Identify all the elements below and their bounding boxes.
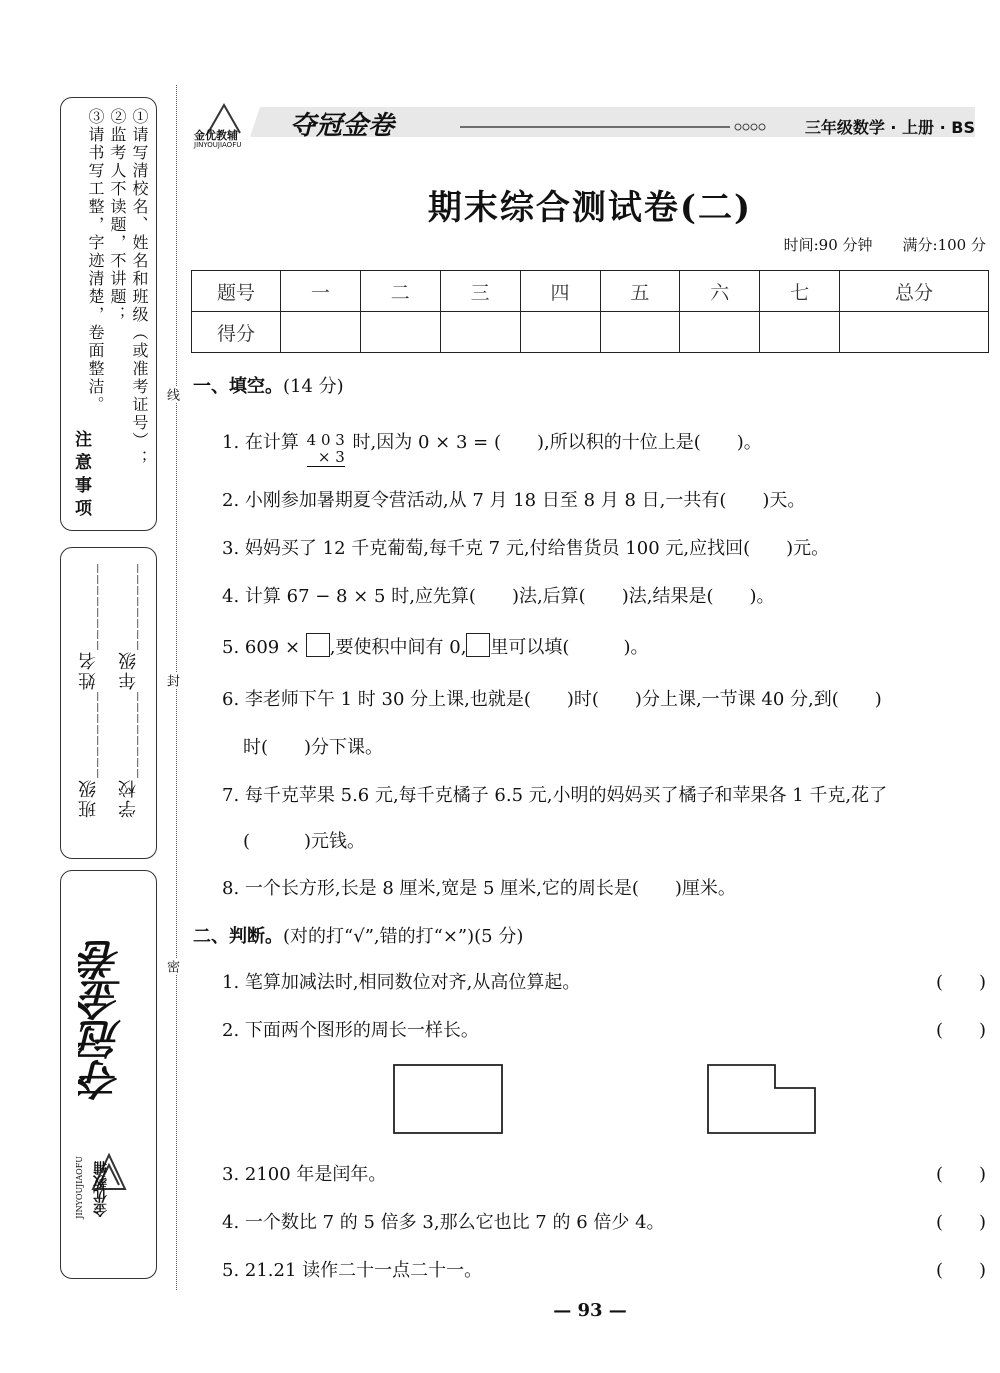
score-header-cell: 总分: [840, 271, 989, 312]
judge-answer-3[interactable]: ( ): [935, 1164, 986, 1185]
time-score-info: 时间:90 分钟 满分:100 分: [783, 236, 986, 254]
score-header-cell: 七: [760, 271, 840, 312]
notice-line-2: ②监考人不读题，不讲题；: [108, 108, 127, 324]
score-header-cell: 五: [600, 271, 680, 312]
score-cell[interactable]: [281, 312, 361, 353]
header-bar: [190, 97, 975, 149]
judge-item-5: 5. 21.21 读作二十一点二十一。: [222, 1260, 483, 1281]
judge-answer-4[interactable]: ( ): [935, 1212, 986, 1233]
margin-brand: 夺冠金卷: [78, 941, 127, 1101]
perimeter-figures: [390, 1060, 820, 1140]
margin-logo-cn: 金优教辅: [93, 1161, 109, 1217]
section1-points: (14 分): [283, 376, 344, 397]
question-1-4: 4. 计算 67 − 8 × 5 时,应先算( )法,后算( )法,结果是( )。: [222, 586, 775, 607]
score-cell[interactable]: [440, 312, 520, 353]
score-header-cell: 六: [680, 271, 760, 312]
page-title: 期末综合测试卷(二): [427, 188, 753, 228]
judge-item-1: 1. 笔算加减法时,相同数位对齐,从高位算起。: [222, 972, 581, 993]
judge-item-4: 4. 一个数比 7 的 5 倍多 3,那么它也比 7 的 6 倍少 4。: [222, 1212, 665, 1233]
margin-logo-en: JINYOUJIAOFU: [75, 1156, 84, 1219]
score-cell[interactable]: [760, 312, 840, 353]
score-table-score-row: [192, 312, 989, 353]
score-header-cell: 一: [281, 271, 361, 312]
q5-part-c: 里可以填( )。: [490, 637, 649, 658]
judge-answer-1[interactable]: ( ): [935, 972, 986, 993]
question-1-5: [222, 633, 648, 659]
brand-panel: [60, 870, 157, 1279]
q1-calc-bottom: × 3: [307, 449, 345, 467]
question-1-6-line1: 6. 李老师下午 1 时 30 分上课,也就是( )时( )分上课,一节课 40 分,到( ): [222, 689, 882, 710]
seal-char-xian: 线: [164, 388, 179, 401]
header-brand: 夺冠金卷: [290, 111, 395, 141]
judge-item-2: 2. 下面两个图形的周长一样长。: [222, 1020, 479, 1041]
score-cell[interactable]: [840, 312, 989, 353]
seal-char-feng: 封: [164, 674, 179, 687]
score-table-header-row: [192, 271, 989, 312]
student-info-panel: [60, 547, 157, 859]
q1-vertical-calc: [307, 432, 345, 467]
header-logo-cn: 金优教辅: [194, 129, 238, 142]
score-header-cell: 二: [360, 271, 440, 312]
question-1-6-line2: 时( )分下课。: [243, 737, 384, 758]
section1-title: 一、填空。: [193, 376, 283, 397]
question-1-1: [222, 428, 762, 467]
answer-box[interactable]: [306, 633, 330, 657]
score-cell[interactable]: [600, 312, 680, 353]
score-row-label: 得分: [192, 312, 281, 353]
question-1-7-line2: ( )元钱。: [243, 831, 366, 852]
score-cell[interactable]: [360, 312, 440, 353]
question-1-7-line1: 7. 每千克苹果 5.6 元,每千克橘子 6.5 元,小明的妈妈买了橘子和苹果各 1 千克,花了: [222, 785, 888, 806]
section2-heading: [193, 922, 523, 948]
score-cell[interactable]: [520, 312, 600, 353]
judge-item-3: 3. 2100 年是闰年。: [222, 1164, 387, 1185]
notice-panel: [60, 97, 157, 531]
question-1-8: 8. 一个长方形,长是 8 厘米,宽是 5 厘米,它的周长是( )厘米。: [222, 878, 736, 899]
q1-suffix: 时,因为 0 × 3 = ( ),所以积的十位上是( )。: [352, 432, 762, 453]
class-name-field[interactable]: 班级________姓名________: [78, 562, 99, 818]
section2-title: 二、判断。: [193, 926, 283, 947]
notched-rectangle-figure: [708, 1065, 815, 1133]
question-1-3: 3. 妈妈买了 12 千克葡萄,每千克 7 元,付给售货员 100 元,应找回( )元。: [222, 538, 830, 559]
score-header-cell: 三: [440, 271, 520, 312]
notice-head: 注意事项: [71, 430, 91, 522]
header-grade: 三年级数学 · 上册 · BS: [804, 118, 975, 137]
judge-answer-5[interactable]: ( ): [935, 1260, 986, 1281]
page-number: — 93 —: [553, 1300, 627, 1321]
q5-part-a: 5. 609 ×: [222, 637, 301, 658]
notice-line-3: ③请书写工整，字迹清楚，卷面整洁。: [86, 108, 105, 414]
answer-box[interactable]: [466, 633, 490, 657]
notice-line-1: ①请写清校名、姓名和班级（或准考证号）；: [130, 108, 149, 468]
score-cell[interactable]: [680, 312, 760, 353]
score-header-cell: 四: [520, 271, 600, 312]
section2-points: (对的打“√”,错的打“×”)(5 分): [283, 926, 524, 947]
section1-heading: [193, 372, 344, 398]
q1-calc-top: 4 0 3: [306, 431, 345, 449]
q5-part-b: ,要使积中间有 0,: [329, 637, 467, 658]
judge-answer-2[interactable]: ( ): [935, 1020, 986, 1041]
score-header-cell: 题号: [192, 271, 281, 312]
seal-char-mi: 密: [164, 960, 179, 973]
question-1-2: 2. 小刚参加暑期夏令营活动,从 7 月 18 日至 8 月 8 日,一共有( )天。: [222, 490, 806, 511]
header-logo-en: JINYOUJIAOFU: [194, 141, 242, 149]
rectangle-figure: [394, 1065, 502, 1133]
school-grade-field[interactable]: 学校________年级________: [118, 562, 139, 818]
q1-prefix: 1. 在计算: [222, 432, 299, 453]
score-table: [191, 270, 989, 353]
